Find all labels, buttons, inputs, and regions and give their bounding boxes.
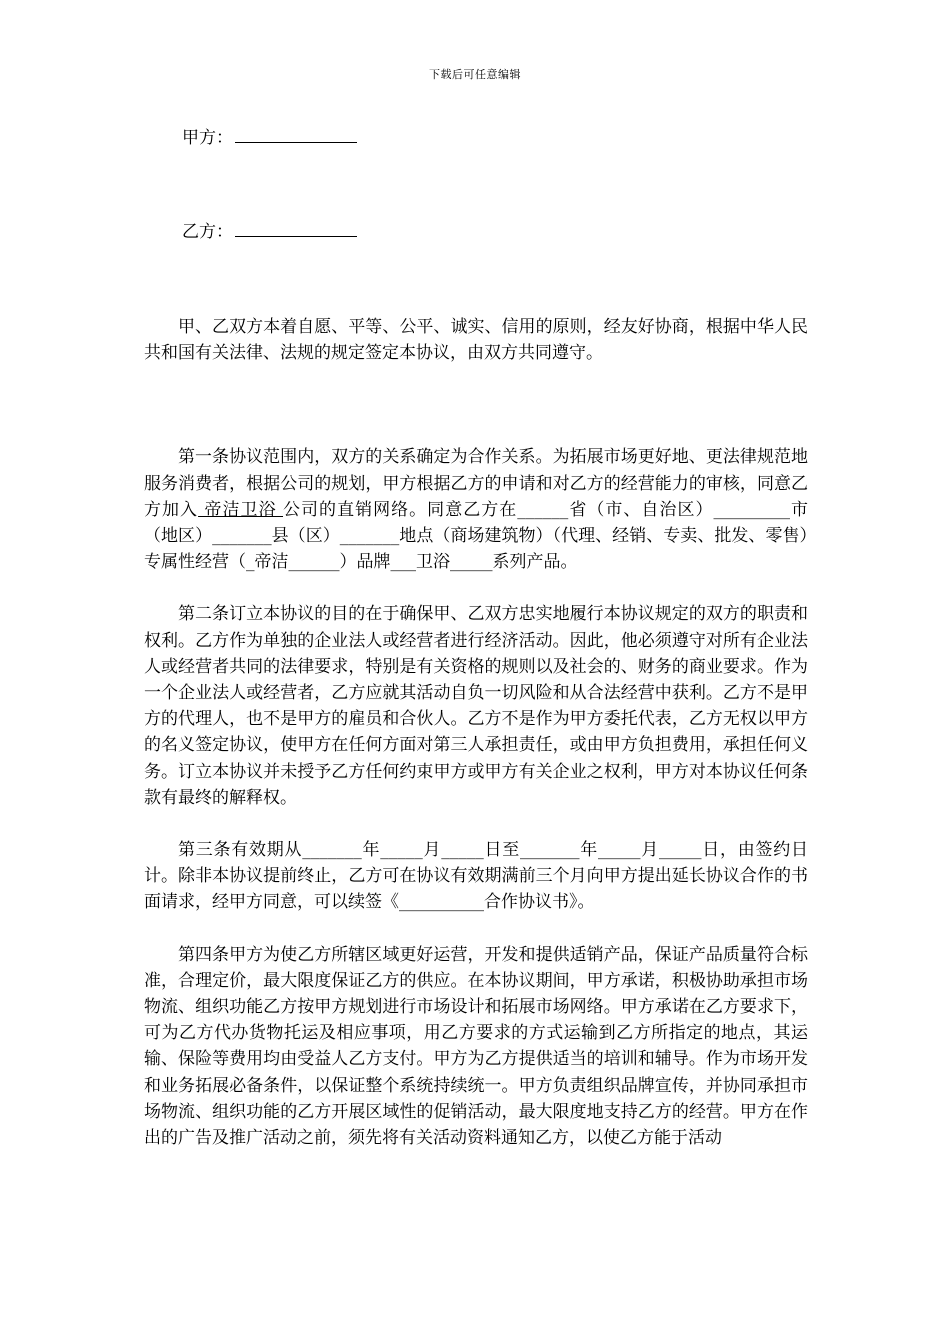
party-a-line: [182, 128, 357, 148]
article-1-text-b: 公司的直销网络。同意乙方在______省（市、自治区）_________市（地区）_______县（区）_______地点（商场建筑物）（代理、经销、专卖、批发、零售）专属性经营（_帝洁______）品牌___卫浴_____系列产品。: [144, 499, 809, 573]
header-note: 下载后可任意编辑: [429, 68, 521, 81]
party-a-label: 甲方：: [182, 128, 233, 148]
article-1-text-a: 第一条协议范围内，双方的关系确定为合作关系。为拓展市场更好地、更法律规范地服务消费者，根据公司的规划，甲方根据乙方的申请和对乙方的经营能力的审核，同意乙方加入: [144, 447, 808, 520]
article-1-brand: 帝洁卫浴: [198, 499, 284, 520]
party-b-line: [182, 222, 357, 242]
document-body: [144, 314, 808, 1151]
article-3: 第三条有效期从_______年_____月_____日至_______年_____月_____日，由签约日计。除非本协议提前终止，乙方可在协议有效期满前三个月向甲方提出延长协议合作的书面请求，经甲方同意，可以续签《__________合作协议书》。: [144, 840, 808, 913]
party-b-label: 乙方：: [182, 222, 233, 242]
party-b-blank: [235, 222, 357, 237]
intro-paragraph: 甲、乙双方本着自愿、平等、公平、诚实、信用的原则，经友好协商，根据中华人民共和国有关法律、法规的规定签定本协议，由双方共同遵守。: [144, 317, 808, 364]
party-a-blank: [235, 128, 357, 143]
article-1: [144, 444, 808, 575]
article-4: 第四条甲方为使乙方所辖区域更好运营，开发和提供适销产品，保证产品质量符合标准，合理定价，最大限度保证乙方的供应。在本协议期间，甲方承诺，积极协助承担市场物流、组织功能乙方按甲方规划进行市场设计和拓展市场网络。甲方承诺在乙方要求下，可为乙方代办货物托运及相应事项，用乙方要求的方式运输到乙方所指定的地点，其运输、保险等费用均由受益人乙方支付。甲方为乙方提供适当的培训和辅导。作为市场开发和业务拓展必备条件，以保证整个系统持续统一。甲方负责组织品牌宣传，并协同承担市场物流、组织功能的乙方开展区域性的促销活动，最大限度地支持乙方的经营。甲方在作出的广告及推广活动之前，须先将有关活动资料通知乙方，以使乙方能于活动: [144, 944, 808, 1149]
article-2: 第二条订立本协议的目的在于确保甲、乙双方忠实地履行本协议规定的双方的职责和权利。乙方作为单独的企业法人或经营者进行经济活动。因此，他必须遵守对所有企业法人或经营者共同的法律要求，特别是有关资格的规则以及社会的、财务的商业要求。作为一个企业法人或经营者，乙方应就其活动自负一切风险和从合法经营中获利。乙方不是甲方的代理人，也不是甲方的雇员和合伙人。乙方不是作为甲方委托代表，乙方无权以甲方的名义签定协议，使甲方在任何方面对第三人承担责任，或由甲方负担费用，承担任何义务。订立本协议并未授予乙方任何约束甲方或甲方有关企业之权利，甲方对本协议任何条款有最终的解释权。: [144, 604, 808, 808]
